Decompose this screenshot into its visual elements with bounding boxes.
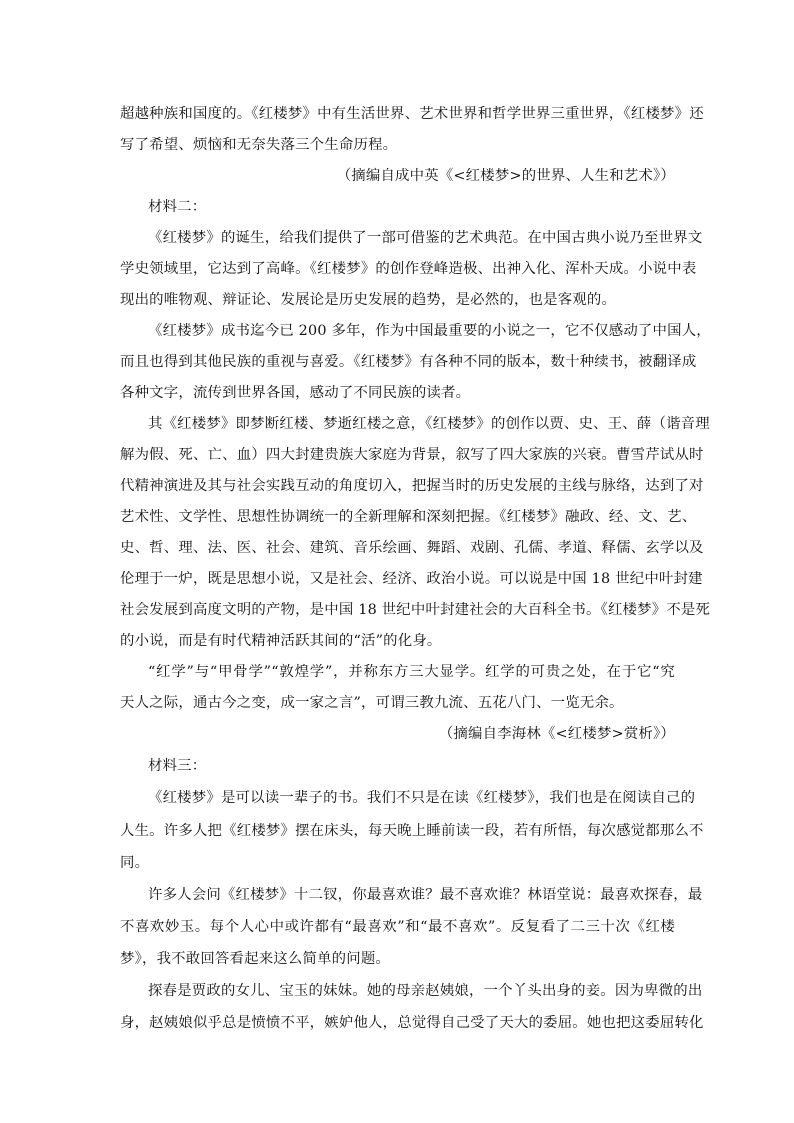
source-citation: （摘编自李海林《<红楼梦>赏析》） [438,726,675,742]
paragraph-line: 身，赵姨娘似乎总是愤愤不平，嫉妒他人，总觉得自己受了天大的委屈。她也把这委屈转化 [120,1015,704,1031]
section-heading: 材料二： [148,199,207,215]
paragraph-line: 探春是贾政的女儿、宝玉的妹妹。她的母亲赵姨娘，一个丫头出身的妾。因为卑微的出 [148,983,703,999]
section-heading: 材料三： [148,758,207,774]
paragraph-line: 《红楼梦》成书迄今已 200 多年，作为中国最重要的小说之一，它不仅感动了中国人， [148,323,711,339]
paragraph-line: 《红楼梦》是可以读一辈子的书。我们不只是在读《红楼梦》，我们也是在阅读自己的 [148,790,696,806]
paragraph-line: 艺术性、文学性、思想性协调统一的全新理解和深刻把握。《红楼梦》融政、经、文、艺、 [120,509,697,525]
paragraph-line: 不喜欢妙玉。每个人心中或许都有“最喜欢”和“最不喜欢”。反复看了二三十次《红楼 [120,919,675,935]
source-citation: （摘编自成中英《<红楼梦>的世界、人生和艺术》） [336,168,675,184]
paragraph-line: 《红楼梦》的诞生，给我们提供了一部可借鉴的艺术典范。在中国古典小说乃至世界文 [148,230,703,246]
paragraph-line: 而且也得到其他民族的重视与喜爱。《红楼梦》有各种不同的版本，数十种续书，被翻译成 [120,354,697,370]
paragraph-line: 解为假、死、亡、血）四大封建贵族大家庭为背景，叙写了四大家族的兴衰。曹雪芹试从时 [120,447,704,463]
paragraph-line: 写了希望、烦恼和无奈失落三个生命历程。 [120,137,398,153]
paragraph-line: 其《红楼梦》即梦断红楼、梦逝红楼之意，《红楼梦》的创作以贾、史、王、薛（谐音理 [148,416,710,432]
paragraph-line: 天人之际，通古今之变，成一家之言”，可谓三教九流、五花八门、一览无余。 [120,695,624,711]
paragraph-line: “红学”与“甲骨学”“敦煌学”，并称东方三大显学。红学的可贵之处，在于它“究 [148,664,675,680]
paragraph-line: 梦》，我不敢回答看起来这么简单的问题。 [120,951,391,967]
paragraph-line: 现出的唯物观、辩证论、发展论是历史发展的趋势，是必然的，也是客观的。 [120,292,617,308]
paragraph-line: 学史领域里，它达到了高峰。《红楼梦》的创作登峰造极、出神入化、浑朴天成。小说中表 [120,261,697,277]
paragraph-line: 人生。许多人把《红楼梦》摆在床头，每天晚上睡前读一段，若有所悟，每次感觉都那么不 [120,823,704,839]
paragraph-line: 社会发展到高度文明的产物，是中国 18 世纪中叶封建社会的大百科全书。《红楼梦》不是死 [120,602,711,618]
paragraph-line: 伦理于一炉，既是思想小说，又是社会、经济、政治小说。可以说是中国 18 世纪中叶封建 [120,571,703,587]
paragraph-line: 超越种族和国度的。《红楼梦》中有生活世界、艺术世界和哲学世界三重世界，《红楼梦》还 [120,106,704,122]
paragraph-line: 史、哲、理、法、医、社会、建筑、音乐绘画、舞蹈、戏剧、孔儒、孝道、释儒、玄学以及 [120,540,704,556]
paragraph-line: 各种文字，流传到世界各国，感动了不同民族的读者。 [120,385,471,401]
paragraph-line: 许多人会问《红楼梦》十二钗，你最喜欢谁？最不喜欢谁？林语堂说：最喜欢探春，最 [148,887,703,903]
paragraph-line: 的小说，而是有时代精神活跃其间的“活”的化身。 [120,633,442,649]
paragraph-line: 代精神演进及其与社会实践互动的角度切入，把握当时的历史发展的主线与脉络，达到了对 [120,478,704,494]
paragraph-line: 同。 [120,855,150,871]
